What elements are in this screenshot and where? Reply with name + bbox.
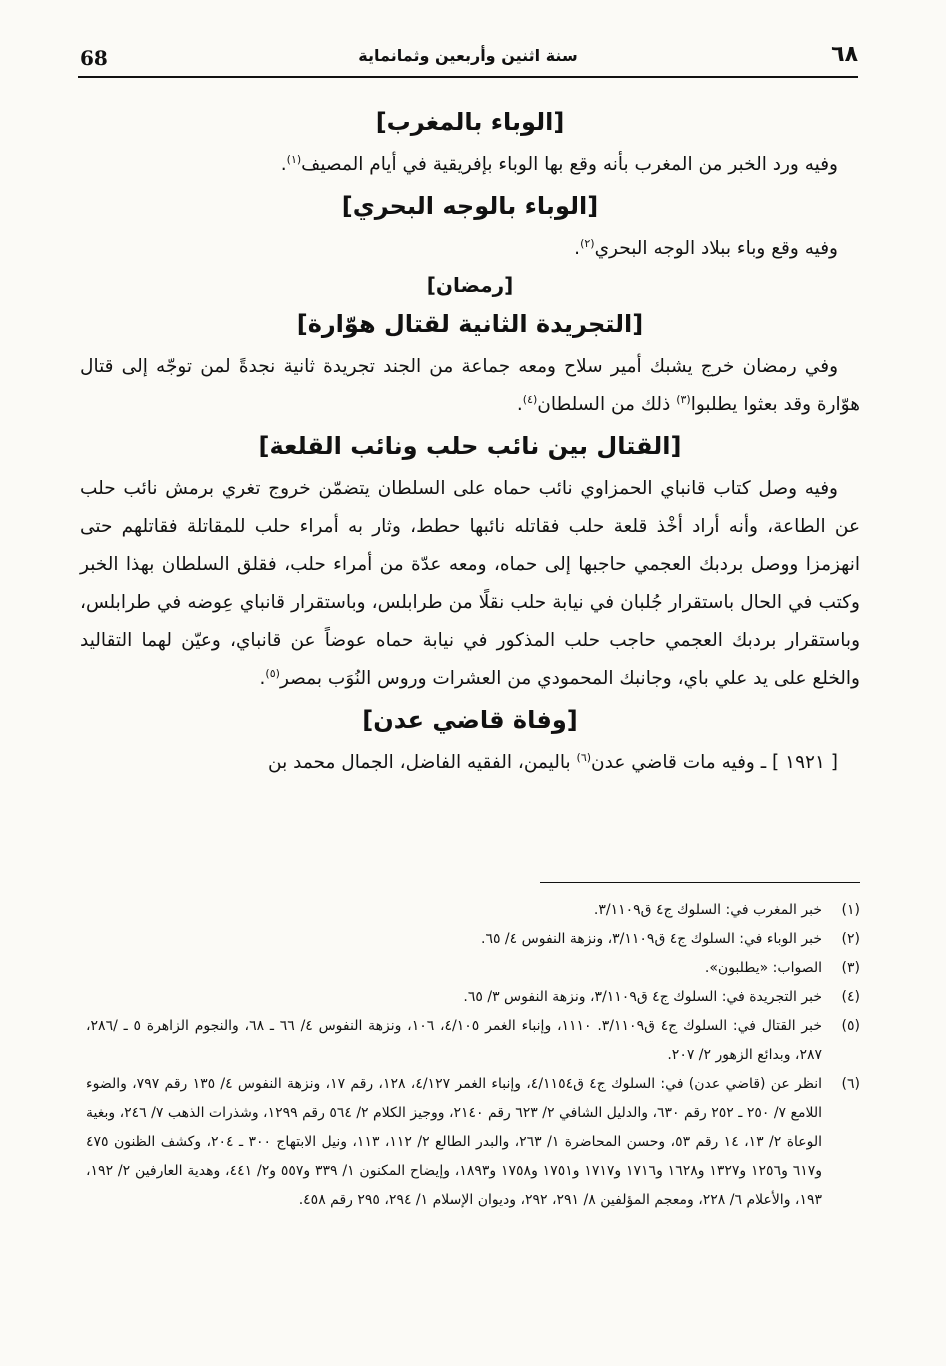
paragraph-plague-maghreb	[80, 146, 860, 184]
paragraph-second-expedition	[80, 348, 860, 424]
month-heading-ramadan: [رمضان]	[426, 273, 514, 297]
footnote-text: خبر التجريدة في: السلوك ج٤ ق٣/١١٠٩، ونزهة النفوس ٣/ ٦٥.	[463, 989, 822, 1005]
main-text	[80, 100, 860, 782]
paragraph-aleppo-fight	[80, 470, 860, 698]
paragraph-text: وفيه وصل كتاب قانباي الحمزاوي نائب حماه على السلطان يتضمّن خروج تغري برمش نائب حلب عن الطاعة، وأنه أراد أخْذ قلعة حلب فقاتله نائبها حطط، وثار به أمراء حلب للمقاتلة فقاتلهم حتى انهزمزا ووصل بردبك العجمي حاجبها إلى حماه، ومعه عدّة من أمراء حلب، فقلق السلطان بهذا الخبر وكتب في الحال باستقرار جُلبان في نيابة حلب نقلًا من طرابلس، وباستقرار قانباي عِوضه في طرابلس، وباستقرار بردبك العجمي حاجب حلب المذكور في نيابة حماه عوضاً عن قانباي، وعيّن لهما التقاليد والخلع على يد علي باي، وجانبك المحمودي من العشرات وروس النُوَب بمصر	[80, 478, 860, 689]
section-heading-aden-judge: [وفاة قاضي عدن]	[362, 706, 578, 734]
paragraph-tail: .	[280, 154, 287, 175]
paragraph-text: وفي رمضان خرج يشبك أمير سلاح ومعه جماعة من الجند تجريدة ثانية نجدةً لمن توجّه إلى قتال هوّارة وقد بعثوا يطلبوا	[80, 356, 860, 415]
footnote-item	[86, 1012, 860, 1070]
section-heading-plague-delta: [الوباء بالوجه البحري]	[341, 192, 599, 220]
footnote-number: (٢)	[841, 931, 860, 947]
footnotes	[86, 896, 860, 1215]
footnote-text: خبر القتال في: السلوك ج٤ ق٣/١١٠٩. ١١١٠، وإنباء الغمر ٤/١٠٥، ١٠٦، ونزهة النفوس ٤/ ٦٦ ـ ٦٨، والنجوم الزاهرة ٥ ـ /٢٨٦، ٢٨٧، وبدائع الزهور ٢/ ٢٠٧.	[86, 1018, 822, 1063]
paragraph-text: وفيه ورد الخبر من المغرب بأنه وقع بها الوباء بإفريقية في أيام المصيف	[301, 154, 838, 175]
running-head: سنة اثنين وأربعين وثمانماية	[358, 46, 578, 65]
footnote-number: (١)	[841, 902, 860, 918]
footnote-ref: (١)	[286, 152, 302, 166]
footnote-item	[86, 1070, 860, 1215]
paragraph-aden-judge	[80, 744, 860, 782]
footnote-item	[86, 925, 860, 954]
footnote-ref: (٢)	[580, 236, 595, 250]
footnote-ref: (٣)	[676, 392, 691, 406]
footnote-text: انظر عن (قاضي عدن) في: السلوك ج٤ ق٤/١١٥٤، وإنباء الغمر ٤/١٢٧، ١٢٨، رقم ١٧، ونزهة النفوس ٤/ ١٣٥ رقم ٧٩٧، والضوء اللامع ٧/ ٢٥٠ ـ ٢٥٢ رقم ٦٣٠، والدليل الشافي ٢/ ٦٢٣ رقم ٢١٤٠، ووجيز الكلام ٢/ ٥٦٤ رقم ١٢٩٩، وشذرات الذهب ٧/ ٢٤٦، وبغية الوعاة ٢/ ١٣، ١٤ رقم ٥٣، وحسن المحاضرة ١/ ٢٦٣، والبدر الطالع ٢/ ١١٢، ١١٣، ونيل الابتهاج ٣٠٠ ـ ٢٠٤، وكشف الظنون ٤٧٥ و٦١٧ و١٢٥٦ و١٣٢٧ و١٦٢٨ و١٧١٦ و١٧١٧ و١٧٥١ و١٧٥٨ و١٨٩٣، وإيضاح المكنون ١/ ٣٣٩ و٥٥٧ و٢/ ٤٤١، وهدية العارفين ٢/ ١٩٢، ١٩٣، والأعلام ٦/ ٢٢٨، ومعجم المؤلفين ٨/ ٢٩١، ٢٩٢، وديوان الإسلام ١/ ٢٩٤، ٢٩٥ رقم ٤٥٨.	[85, 1076, 823, 1208]
footnote-ref: (٦)	[576, 750, 592, 764]
footnote-ref: (٤)	[522, 392, 538, 406]
paragraph-tail: .	[259, 668, 266, 689]
page-number-arabic: ٦٨	[831, 42, 858, 67]
footnote-text: خبر الوباء في: السلوك ج٤ ق٣/١١٠٩، ونزهة النفوس ٤/ ٦٥.	[480, 931, 822, 947]
section-heading-aleppo-fight: [القتال بين نائب حلب ونائب القلعة]	[258, 432, 682, 460]
section-heading-second-expedition: [التجريدة الثانية لقتال هوّارة]	[296, 310, 644, 338]
section-heading-plague-maghreb: [الوباء بالمغرب]	[375, 108, 565, 136]
paragraph-text: وفيه وقع وباء ببلاد الوجه البحري	[594, 238, 838, 259]
paragraph-text-continued: باليمن، الفقيه الفاضل، الجمال محمد بن	[268, 752, 577, 773]
paragraph-text: [ ١٩٢١ ] ـ وفيه مات قاضي عدن	[591, 752, 838, 773]
page-header	[78, 42, 858, 78]
footnote-number: (٣)	[841, 960, 860, 976]
footnote-text: خبر المغرب في: السلوك ج٤ ق٣/١١٠٩.	[593, 902, 822, 918]
footnote-ref: (٥)	[265, 666, 280, 680]
footnote-item	[86, 896, 860, 925]
paragraph-tail: .	[574, 238, 581, 259]
footnote-number: (٦)	[841, 1076, 860, 1092]
paragraph-text-continued: ذلك من السلطان	[537, 394, 677, 415]
footnote-item	[86, 983, 860, 1012]
footnote-separator	[540, 882, 860, 883]
footnote-item	[86, 954, 860, 983]
paragraph-plague-delta	[80, 230, 860, 268]
paragraph-tail: .	[516, 394, 523, 415]
footnote-text: الصواب: «يطلبون».	[704, 960, 822, 976]
page-number-latin: 68	[80, 46, 108, 70]
footnote-number: (٤)	[841, 989, 860, 1005]
footnote-number: (٥)	[841, 1018, 860, 1034]
